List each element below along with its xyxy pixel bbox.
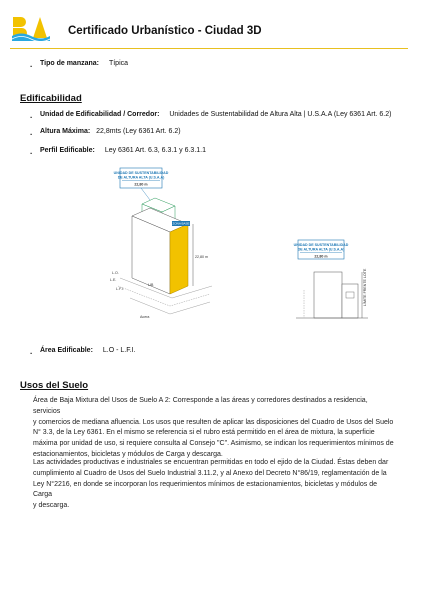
bullet: .: [30, 147, 33, 156]
unidad-label: Unidad de Edificabilidad / Corredor:: [40, 111, 160, 118]
altura-row: [40, 128, 181, 135]
area-row: [40, 347, 136, 354]
label-lo: L.O.: [112, 271, 119, 275]
usos-paragraph-1: [33, 396, 395, 461]
manzana-row: [40, 60, 128, 67]
manzana-value: Típica: [108, 60, 129, 67]
label-acera: Acera: [140, 315, 150, 319]
bullet: .: [30, 60, 33, 69]
label-lfi: L.F.I.: [116, 287, 124, 291]
unit-height-value: 22,80 m: [134, 182, 148, 187]
side-building: [314, 272, 342, 318]
document-title: Certificado Urbanístico - Ciudad 3D: [68, 25, 262, 37]
perfil-value: Ley 6361 Art. 6.3, 6.3.1 y 6.3.1.1: [104, 147, 206, 154]
label-lib: LIB: [148, 283, 154, 287]
perfil-label: Perfil Edificable:: [40, 147, 95, 154]
bullet: .: [30, 128, 33, 137]
usos-p2-line: y descarga.: [33, 502, 70, 510]
perfil-row: [40, 147, 206, 154]
area-value: L.O - L.F.I.: [102, 347, 136, 354]
usos-p1-line: y comercios de mediana afluencia. Los usos que resulten de aplicar las disposiciones del Cuadro de Usos del Suelo: [33, 418, 394, 426]
usos-p1-line: máxima por unidad de uso, si requiere consulta al Consejo "C". Asimismo, se indican los requerimientos mínimos de: [33, 440, 394, 448]
usos-p2-line: Ley N°2216, en donde se incorporan los requerimientos mínimos de estacionamientos, bicicletas y módulos de Carga: [33, 480, 378, 499]
section-title-usos: Usos del Suelo: [20, 380, 89, 391]
manzana-label: Tipo de manzana:: [40, 60, 99, 67]
side-vertical-label: LÍMITE FRENTE LOTE: [363, 268, 367, 306]
header-divider: [10, 48, 408, 49]
area-label: Área Edificable:: [40, 347, 93, 354]
bullet: .: [30, 347, 33, 356]
ba-logo: [12, 14, 50, 42]
bullet: .: [30, 111, 33, 120]
label-le: L.E.: [110, 278, 117, 282]
side-label-line2: DE ALTURA ALTA (U.S.A.A): [297, 247, 345, 252]
edificabilidad-side-diagram: [292, 238, 372, 328]
unidad-row: [40, 111, 391, 118]
section-title-edificabilidad: Edificabilidad: [20, 93, 82, 104]
usos-p2-line: cumplimiento al Cuadro de Usos del Suelo Industrial 3.11.2, y al Anexo del Decreto N°86/19, reglamentación de la: [33, 469, 387, 477]
zone-height: 22,80 m: [195, 255, 208, 259]
usos-p1-line: Área de Baja Mixtura del Usos de Suelo A 2: Corresponde a las áreas y corredores destinados a residencia, servicios: [33, 397, 368, 415]
side-label-line1: UNIDAD DE SUSTENTABILIDAD: [293, 243, 349, 247]
ba-logo-icon: [12, 14, 50, 42]
altura-value: 22,8mts (Ley 6361 Art. 6.2): [96, 128, 181, 135]
unit-label-line2: DE ALTURA ALTA (U.S.A.A): [117, 175, 165, 180]
usos-p1-line: estacionamientos, bicicletas y módulos de Carga y descarga.: [33, 450, 223, 458]
zone-tag-text: ZONA BASE: [172, 221, 190, 226]
altura-label: Altura Máxima:: [40, 128, 91, 135]
unidad-value: Unidades de Sustentabilidad de Altura Alta | U.S.A.A (Ley 6361 Art. 6.2): [169, 111, 392, 118]
usos-p2-line: Las actividades productivas e industriales se encuentran permitidas en todo el ejido de la Ciudad. Éstas deben dar: [33, 459, 389, 466]
side-height-value: 22,80 m: [314, 254, 328, 259]
usos-p1-line: N° 3.3, de la Ley 6361. En el mismo se referencia si el rubro está permitido en el área de mixtura, la superficie: [33, 429, 375, 437]
unit-label-line1: UNIDAD DE SUSTENTABILIDAD: [113, 171, 169, 175]
usos-paragraph-2: [33, 458, 395, 512]
edificabilidad-3d-diagram: [110, 166, 220, 331]
